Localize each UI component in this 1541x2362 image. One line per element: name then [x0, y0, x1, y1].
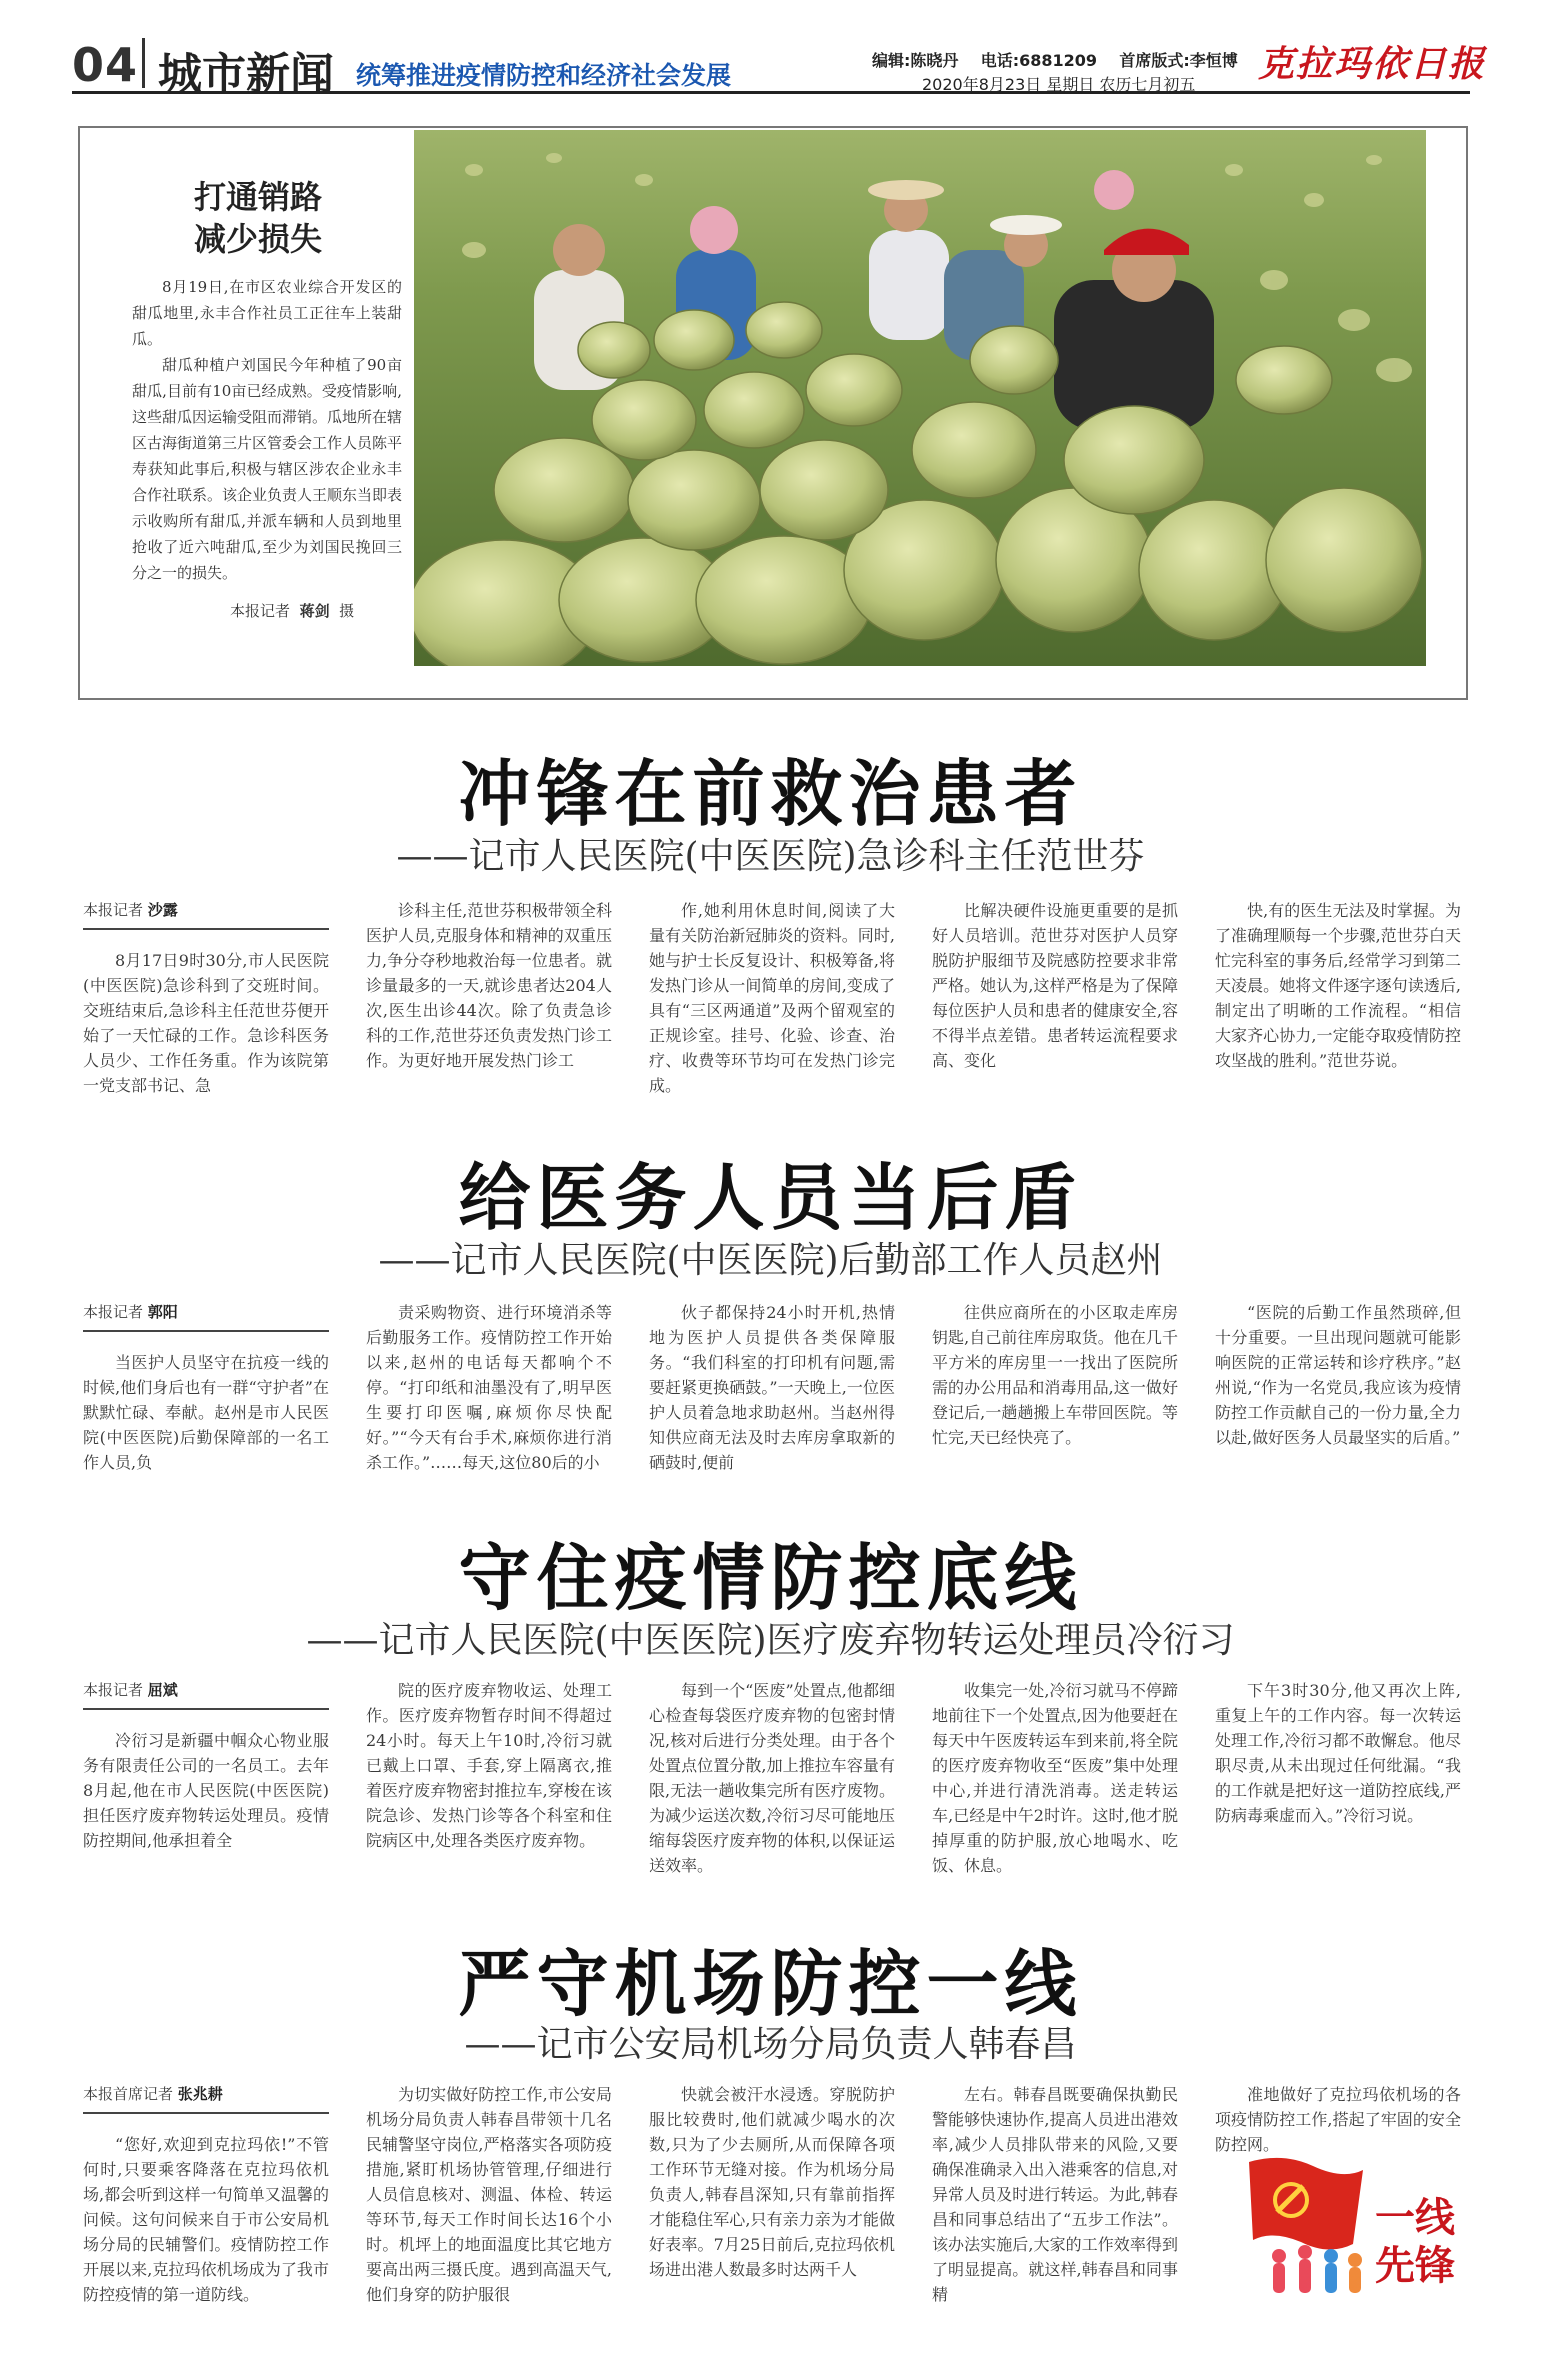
article-column: [649, 898, 895, 1098]
photo-story-box: [78, 126, 1468, 700]
byline-prefix: 本报记者: [83, 901, 144, 919]
article-column: [1215, 2082, 1461, 2152]
header-divider: [142, 38, 145, 88]
byline-name: 张兆耕: [177, 2085, 223, 2103]
column-text: 收集完一处,冷衍习就马不停蹄地前往下一个处置点,因为他要赶在每天中午医废转运车到来前,将全院的医疗废弃物收至“医废”集中处理中心,并进行清洗消毒。送走转运车,已经是中午2时许。这时,他才脱掉厚重的防护服,放心地喝水、吃饭、休息。: [932, 1681, 1178, 1875]
badge-label: [1375, 2194, 1455, 2290]
article-column: [366, 2082, 612, 2307]
caption-paragraph: 8月19日,在市区农业综合开发区的甜瓜地里,永丰合作社员工正往车上装甜瓜。: [132, 278, 402, 348]
column-text: 准地做好了克拉玛依机场的各项疫情防控工作,搭起了牢固的安全防控网。: [1215, 2085, 1461, 2154]
byline: [83, 1300, 329, 1332]
byline-prefix: 本报首席记者: [83, 2085, 174, 2103]
layout-editor: 首席版式:李恒博: [1119, 51, 1238, 70]
page-header: [72, 32, 1487, 100]
editor-info: [872, 48, 1238, 71]
melon-harvest-image: [414, 130, 1426, 666]
column-text: 8月17日9时30分,市人民医院(中医医院)急诊科到了交班时间。交班结束后,急诊科主任范世芬便开始了一天忙碌的工作。急诊科医务人员少、工作任务重。作为该院第一党支部书记、急: [83, 951, 329, 1095]
column-text: “您好,欢迎到克拉玛依!”不管何时,只要乘客降落在克拉玛依机场,都会听到这样一句简单又温馨的问候。这句问候来自于市公安局机场分局的民辅警们。疫情防控工作开展以来,克拉玛依机场成为了我市防控疫情的第一道防线。: [83, 2135, 329, 2304]
article-column: [1215, 898, 1461, 1073]
article-column: [83, 2082, 329, 2307]
column-text: 当医护人员坚守在抗疫一线的时候,他们身后也有一群“守护者”在默默忙碌、奉献。赵州是市人民医院(中医医院)后勤保障部的一名工作人员,负: [83, 1353, 329, 1472]
byline-prefix: 本报记者: [83, 1303, 144, 1321]
photo-story-title: [168, 176, 348, 260]
caption-paragraph: 甜瓜种植户刘国民今年种植了90亩甜瓜,目前有10亩已经成熟。受疫情影响,这些甜瓜因运输受阻而滞销。瓜地所在辖区古海街道第三片区管委会工作人员陈平寿获知此事后,积极与辖区涉农企业永丰合作社联系。该企业负责人王顺东当即表示收购所有甜瓜,并派车辆和人员到地里抢收了近六吨甜瓜,至少为刘国民挽回三分之一的损失。: [132, 356, 403, 582]
article-column: [649, 2082, 895, 2282]
article-subhead: ——记市公安局机场分局负责人韩春昌: [464, 2024, 1077, 2065]
column-text: 作,她利用休息时间,阅读了大量有关防治新冠肺炎的资料。同时,她与护士长反复设计、积极筹备,将发热门诊从一间简单的房间,变成了具有“三区两通道”及两个留观室的正规诊室。挂号、化验、诊查、治疗、收费等环节均可在发热门诊完成。: [649, 901, 895, 1095]
issue-date: 2020年8月23日 星期日 农历七月初五: [922, 75, 1196, 94]
article-column: [366, 898, 612, 1073]
article-headline: 严守机场防控一线: [458, 1942, 1083, 2026]
article-column: [932, 2082, 1178, 2307]
article-column: [932, 1300, 1178, 1450]
column-text: 快,有的医生无法及时掌握。为了准确理顺每一个步骤,范世芬白天忙完科室的事务后,经常学习到第二天凌晨。她将文件逐字逐句读透后,制定出了明晰的工作流程。“相信大家齐心协力,一定能夺取疫情防控攻坚战的胜利。”范世芬说。: [1215, 901, 1461, 1070]
editor: 编辑:陈晓丹: [872, 51, 959, 70]
article-headline: 给医务人员当后盾: [458, 1156, 1083, 1240]
article-column: [83, 1678, 329, 1853]
column-text: 往供应商所在的小区取走库房钥匙,自己前往库房取货。他在几千平方米的库房里一一找出了医院所需的办公用品和消毒用品,这一做好登记后,一趟趟搬上车带回医院。等忙完,天已经快亮了。: [932, 1303, 1178, 1447]
article-subhead: ——记市人民医院(中医医院)医疗废弃物转运处理员冷衍习: [306, 1620, 1235, 1661]
byline-name: 沙露: [147, 901, 178, 919]
frontline-pioneer-badge: [1243, 2152, 1465, 2304]
column-text: 下午3时30分,他又再次上阵,重复上午的工作内容。每一次转运处理工作,冷衍习都不敢懈怠。他尽职尽责,从未出现过任何纰漏。“我的工作就是把好这一道防控底线,严防病毒乘虚而入。”冷衍习说。: [1215, 1681, 1461, 1825]
column-text: 诊科主任,范世芬积极带领全科医护人员,克服身体和精神的双重压力,争分夺秒地救治每一位患者。就诊量最多的一天,就诊患者达204人次,医生出诊44次。除了负责急诊科的工作,范世芬还负责发热门诊工作。为更好地开展发热门诊工: [366, 901, 612, 1070]
article-headline: 守住疫情防控底线: [458, 1536, 1083, 1620]
header-slogan: 统筹推进疫情防控和经济社会发展: [356, 61, 732, 90]
column-text: 冷衍习是新疆中帼众心物业服务有限责任公司的一名员工。去年8月起,他在市人民医院(中医医院)担任医疗废弃物转运处理员。疫情防控期间,他承担着全: [83, 1731, 329, 1850]
column-text: 比解决硬件设施更重要的是抓好人员培训。范世芬对医护人员穿脱防护服细节及院感防控要求非常严格。她认为,这样严格是为了保障每位医护人员和患者的健康安全,容不得半点差错。患者转运流程要求高、变化: [932, 901, 1178, 1070]
newspaper-masthead: 克拉玛依日报: [1258, 43, 1487, 85]
article-column: [1215, 1678, 1461, 1828]
melon-field-photo: [414, 130, 1426, 666]
credit-name: 蒋剑: [299, 602, 330, 620]
article-subhead: ——记市人民医院(中医医院)急诊科主任范世芬: [396, 836, 1145, 877]
byline-name: 郭阳: [147, 1303, 178, 1321]
article-headline: 冲锋在前救治患者: [458, 752, 1083, 836]
article-column: [366, 1678, 612, 1853]
photo-caption: [132, 274, 402, 586]
page-number: 04: [72, 38, 139, 92]
column-text: 左右。韩春昌既要确保执勤民警能够快速协作,提高人员进出港效率,减少人员排队带来的风险,又要确保准确录入出入港乘客的信息,对异常人员及时进行转运。为此,韩春昌和同事总结出了“五步工作法”。该办法实施后,大家的工作效率得到了明显提高。就这样,韩春昌和同事精: [932, 2085, 1178, 2304]
article-column: [1215, 1300, 1461, 1450]
article-column: [932, 898, 1178, 1073]
byline: [83, 898, 329, 930]
column-text: “医院的后勤工作虽然琐碎,但十分重要。一旦出现问题就可能影响医院的正常运转和诊疗秩序。”赵州说,“作为一名党员,我应该为疫情防控工作贡献自己的一份力量,全力以赴,做好医务人员最坚实的后盾。”: [1215, 1303, 1461, 1447]
byline: [83, 2082, 329, 2114]
byline-name: 屈斌: [147, 1681, 178, 1699]
column-text: 快就会被汗水浸透。穿脱防护服比较费时,他们就减少喝水的次数,只为了少去厕所,从而保障各项工作环节无缝对接。作为机场分局负责人,韩春昌深知,只有靠前指挥才能稳住军心,只有亲力亲为才能做好表率。7月25日前后,克拉玛依机场进出港人数最多时达两千人: [649, 2085, 895, 2279]
column-text: 为切实做好防控工作,市公安局机场分局负责人韩春昌带领十几名民辅警坚守岗位,严格落实各项防疫措施,紧盯机场协管管理,仔细进行人员信息核对、测温、体检、转运等环节,每天工作时间长达16个小时。机坪上的地面温度比其它地方要高出两三摄氏度。遇到高温天气,他们身穿的防护服很: [366, 2085, 612, 2304]
phone: 电话:6881209: [980, 51, 1098, 70]
badge-line2: 先锋: [1375, 2243, 1455, 2289]
byline-prefix: 本报记者: [83, 1681, 144, 1699]
article-subhead: ——记市人民医院(中医医院)后勤部工作人员赵州: [378, 1240, 1163, 1281]
article-column: [649, 1300, 895, 1475]
badge-line1: 一线: [1375, 2195, 1455, 2241]
byline: [83, 1678, 329, 1710]
article-column: [932, 1678, 1178, 1878]
article-column: [649, 1678, 895, 1878]
credit-suffix: 摄: [339, 602, 355, 620]
article-column: [83, 1300, 329, 1475]
article-column: [83, 898, 329, 1098]
column-text: 院的医疗废弃物收运、处理工作。医疗废弃物暂存时间不得超过24小时。每天上午10时,冷衍习就已戴上口罩、手套,穿上隔离衣,推着医疗废弃物密封推拉车,穿梭在该院急诊、发热门诊等各个科室和住院病区中,处理各类医疗废弃物。: [366, 1681, 612, 1850]
column-text: 责采购物资、进行环境消杀等后勤服务工作。疫情防控工作开始以来,赵州的电话每天都响个不停。“打印纸和油墨没有了,明早医生要打印医嘱,麻烦你尽快配好。”“今天有台手术,麻烦你进行消杀工作。”……每天,这位80后的小: [366, 1303, 612, 1472]
photo-title-line1: 打通销路: [193, 178, 322, 216]
column-text: 伙子都保持24小时开机,热情地为医护人员提供各类保障服务。“我们科室的打印机有问题,需要赶紧更换硒鼓。”一天晚上,一位医护人员着急地求助赵州。当赵州得知供应商无法及时去库房拿取新的硒鼓时,便前: [649, 1303, 895, 1472]
photo-title-line2: 减少损失: [193, 220, 322, 258]
credit-prefix: 本报记者: [230, 602, 291, 620]
column-text: 每到一个“医废”处置点,他都细心检查每袋医疗废弃物的包密封情况,核对后进行分类处理。由于各个处置点位置分散,加上推拉车容量有限,无法一趟收集完所有医疗废物。为减少运送次数,冷衍习尽可能地压缩每袋医疗废弃物的体积,以保证运送效率。: [649, 1681, 895, 1875]
article-column: [366, 1300, 612, 1475]
photo-credit: [230, 600, 354, 621]
section-name: 城市新闻: [158, 49, 334, 100]
